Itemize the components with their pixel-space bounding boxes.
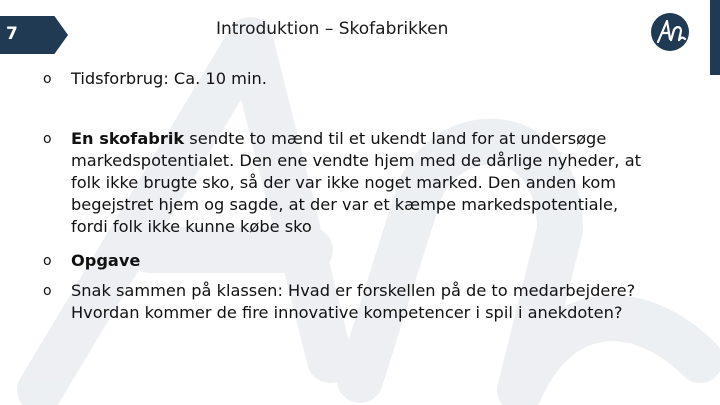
an-logo-icon [650,12,690,52]
bullet-lead: En skofabrik [71,129,185,148]
bullet-marker: o [43,71,52,87]
bullet-lead: Opgave [71,251,141,270]
bullet-marker: o [43,253,52,269]
bullet-list [43,68,643,324]
slide-number: 7 [6,24,18,44]
bullet-task [43,280,643,324]
bullet-text: sendte to mænd til et ukendt land for at undersøge markedspotentialet. Den ene vendte hjem med de dårlige nyheder, at folk ikke brugte sko, så der var ikke noget marked. Den anden kom begejstret hjem og sagde, at der var et kæmpe markedspotentiale, fordi folk ikke kunne købe sko [71,129,641,236]
slide-title: Introduktion – Skofabrikken [216,19,449,39]
side-accent-bar [710,0,720,75]
bullet-anecdote [43,128,643,238]
bullet-text: Tidsforbrug: Ca. 10 min. [71,69,267,88]
bullet-time [43,68,643,90]
bullet-task-heading [43,250,643,272]
bullet-marker: o [43,131,52,147]
bullet-text: Snak sammen på klassen: Hvad er forskellen på de to medarbejdere? Hvordan kommer de fire innovative kompetencer i spil i anekdoten? [71,281,636,322]
bullet-marker: o [43,283,52,299]
